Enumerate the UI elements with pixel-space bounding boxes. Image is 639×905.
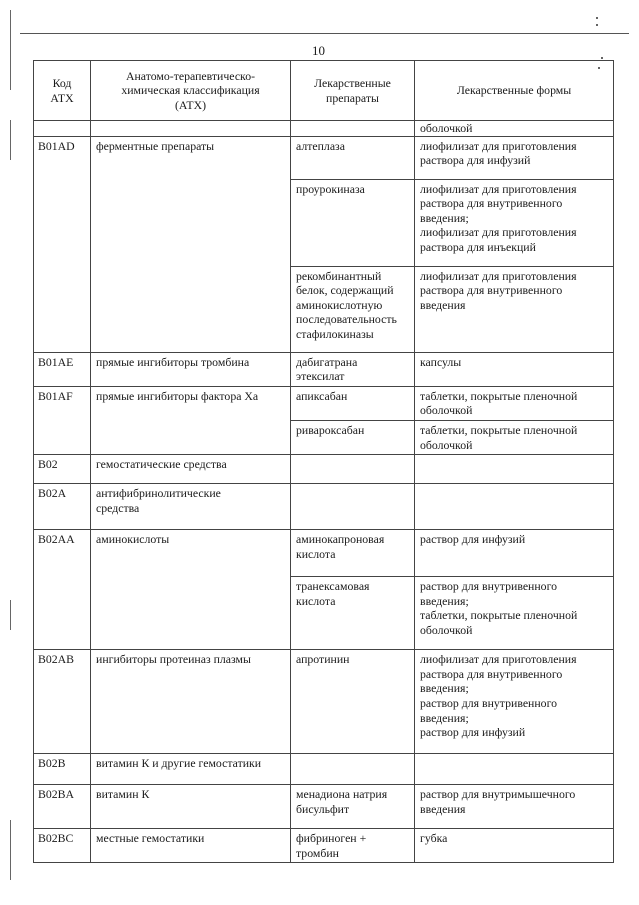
cell-form: таблетки, покрытые пленочной оболочкой	[415, 420, 614, 454]
cell-code: B02BC	[34, 829, 91, 863]
cell-form: лиофилизат для приготовления раствора для внутривенного введения; раствор для внутривенного введения; раствор для инфузий	[415, 650, 614, 754]
cell-code: B01AF	[34, 386, 91, 454]
cell-classification: аминокислоты	[91, 530, 291, 650]
scan-margin-line	[10, 600, 11, 630]
cell-drug: дабигатрана этексилат	[291, 352, 415, 386]
cell-code: B01AD	[34, 136, 91, 352]
cell-classification: прямые ингибиторы фактора Ха	[91, 386, 291, 454]
cell-form: лиофилизат для приготовления раствора для внутривенного введения	[415, 266, 614, 352]
cell-form: раствор для инфузий	[415, 530, 614, 577]
cell-classification	[91, 121, 291, 137]
cell-code: B01AE	[34, 352, 91, 386]
cell-drug: апротинин	[291, 650, 415, 754]
cell-code: B02AA	[34, 530, 91, 650]
atx-table	[33, 60, 614, 863]
table-row	[34, 121, 614, 137]
table-row	[34, 136, 614, 179]
cell-code: B02	[34, 455, 91, 484]
cell-drug: проурокиназа	[291, 179, 415, 266]
scan-margin-line	[10, 820, 11, 880]
cell-form: лиофилизат для приготовления раствора для внутривенного введения; лиофилизат для приготовления раствора для инъекций	[415, 179, 614, 266]
cell-drug: аминокапроновая кислота	[291, 530, 415, 577]
cell-drug: фибриноген + тромбин	[291, 829, 415, 863]
page-number: 10	[312, 43, 325, 58]
cell-drug: ривароксабан	[291, 420, 415, 454]
cell-drug: алтеплаза	[291, 136, 415, 179]
cell-code: B02BA	[34, 785, 91, 829]
cell-form: лиофилизат для приготовления раствора для инфузий	[415, 136, 614, 179]
cell-code: B02AB	[34, 650, 91, 754]
table-row	[34, 455, 614, 484]
header-classification: Анатомо-терапевтическо- химическая классификация (АТХ)	[91, 61, 291, 121]
table-row	[34, 530, 614, 577]
cell-form: таблетки, покрытые пленочной оболочкой	[415, 386, 614, 420]
cell-form	[415, 455, 614, 484]
cell-drug: рекомбинантный белок, содержащий аминокислотную последовательность стафилокиназы	[291, 266, 415, 352]
header-forms: Лекарственные формы	[415, 61, 614, 121]
cell-code: B02B	[34, 754, 91, 785]
scan-speck	[596, 24, 598, 26]
cell-classification: местные гемостатики	[91, 829, 291, 863]
cell-classification: витамин К	[91, 785, 291, 829]
cell-classification: гемостатические средства	[91, 455, 291, 484]
cell-drug	[291, 455, 415, 484]
scan-margin-line	[10, 10, 11, 90]
cell-code: B02A	[34, 484, 91, 530]
table-row	[34, 650, 614, 754]
cell-form: губка	[415, 829, 614, 863]
table-row	[34, 386, 614, 420]
cell-drug	[291, 484, 415, 530]
table-row	[34, 829, 614, 863]
cell-drug: менадиона натрия бисульфит	[291, 785, 415, 829]
cell-drug: транексамовая кислота	[291, 577, 415, 650]
cell-drug	[291, 121, 415, 137]
cell-classification: ингибиторы протеиназ плазмы	[91, 650, 291, 754]
scan-margin-line	[10, 120, 11, 160]
cell-drug	[291, 754, 415, 785]
cell-form: капсулы	[415, 352, 614, 386]
table-row	[34, 484, 614, 530]
cell-code	[34, 121, 91, 137]
cell-form: раствор для внутривенного введения; таблетки, покрытые пленочной оболочкой	[415, 577, 614, 650]
cell-form	[415, 484, 614, 530]
cell-classification: витамин К и другие гемостатики	[91, 754, 291, 785]
header-drugs: Лекарственные препараты	[291, 61, 415, 121]
cell-classification: ферментные препараты	[91, 136, 291, 352]
scan-speck	[596, 17, 598, 19]
header-rule	[20, 33, 629, 34]
table-header-row	[34, 61, 614, 121]
cell-drug: апиксабан	[291, 386, 415, 420]
table-row	[34, 352, 614, 386]
cell-classification: антифибринолитические средства	[91, 484, 291, 530]
table-row	[34, 754, 614, 785]
cell-form: раствор для внутримышечного введения	[415, 785, 614, 829]
cell-form	[415, 754, 614, 785]
header-code: Код АТХ	[34, 61, 91, 121]
cell-form: оболочкой	[415, 121, 614, 137]
table-row	[34, 785, 614, 829]
cell-classification: прямые ингибиторы тромбина	[91, 352, 291, 386]
scan-speck	[601, 57, 603, 59]
